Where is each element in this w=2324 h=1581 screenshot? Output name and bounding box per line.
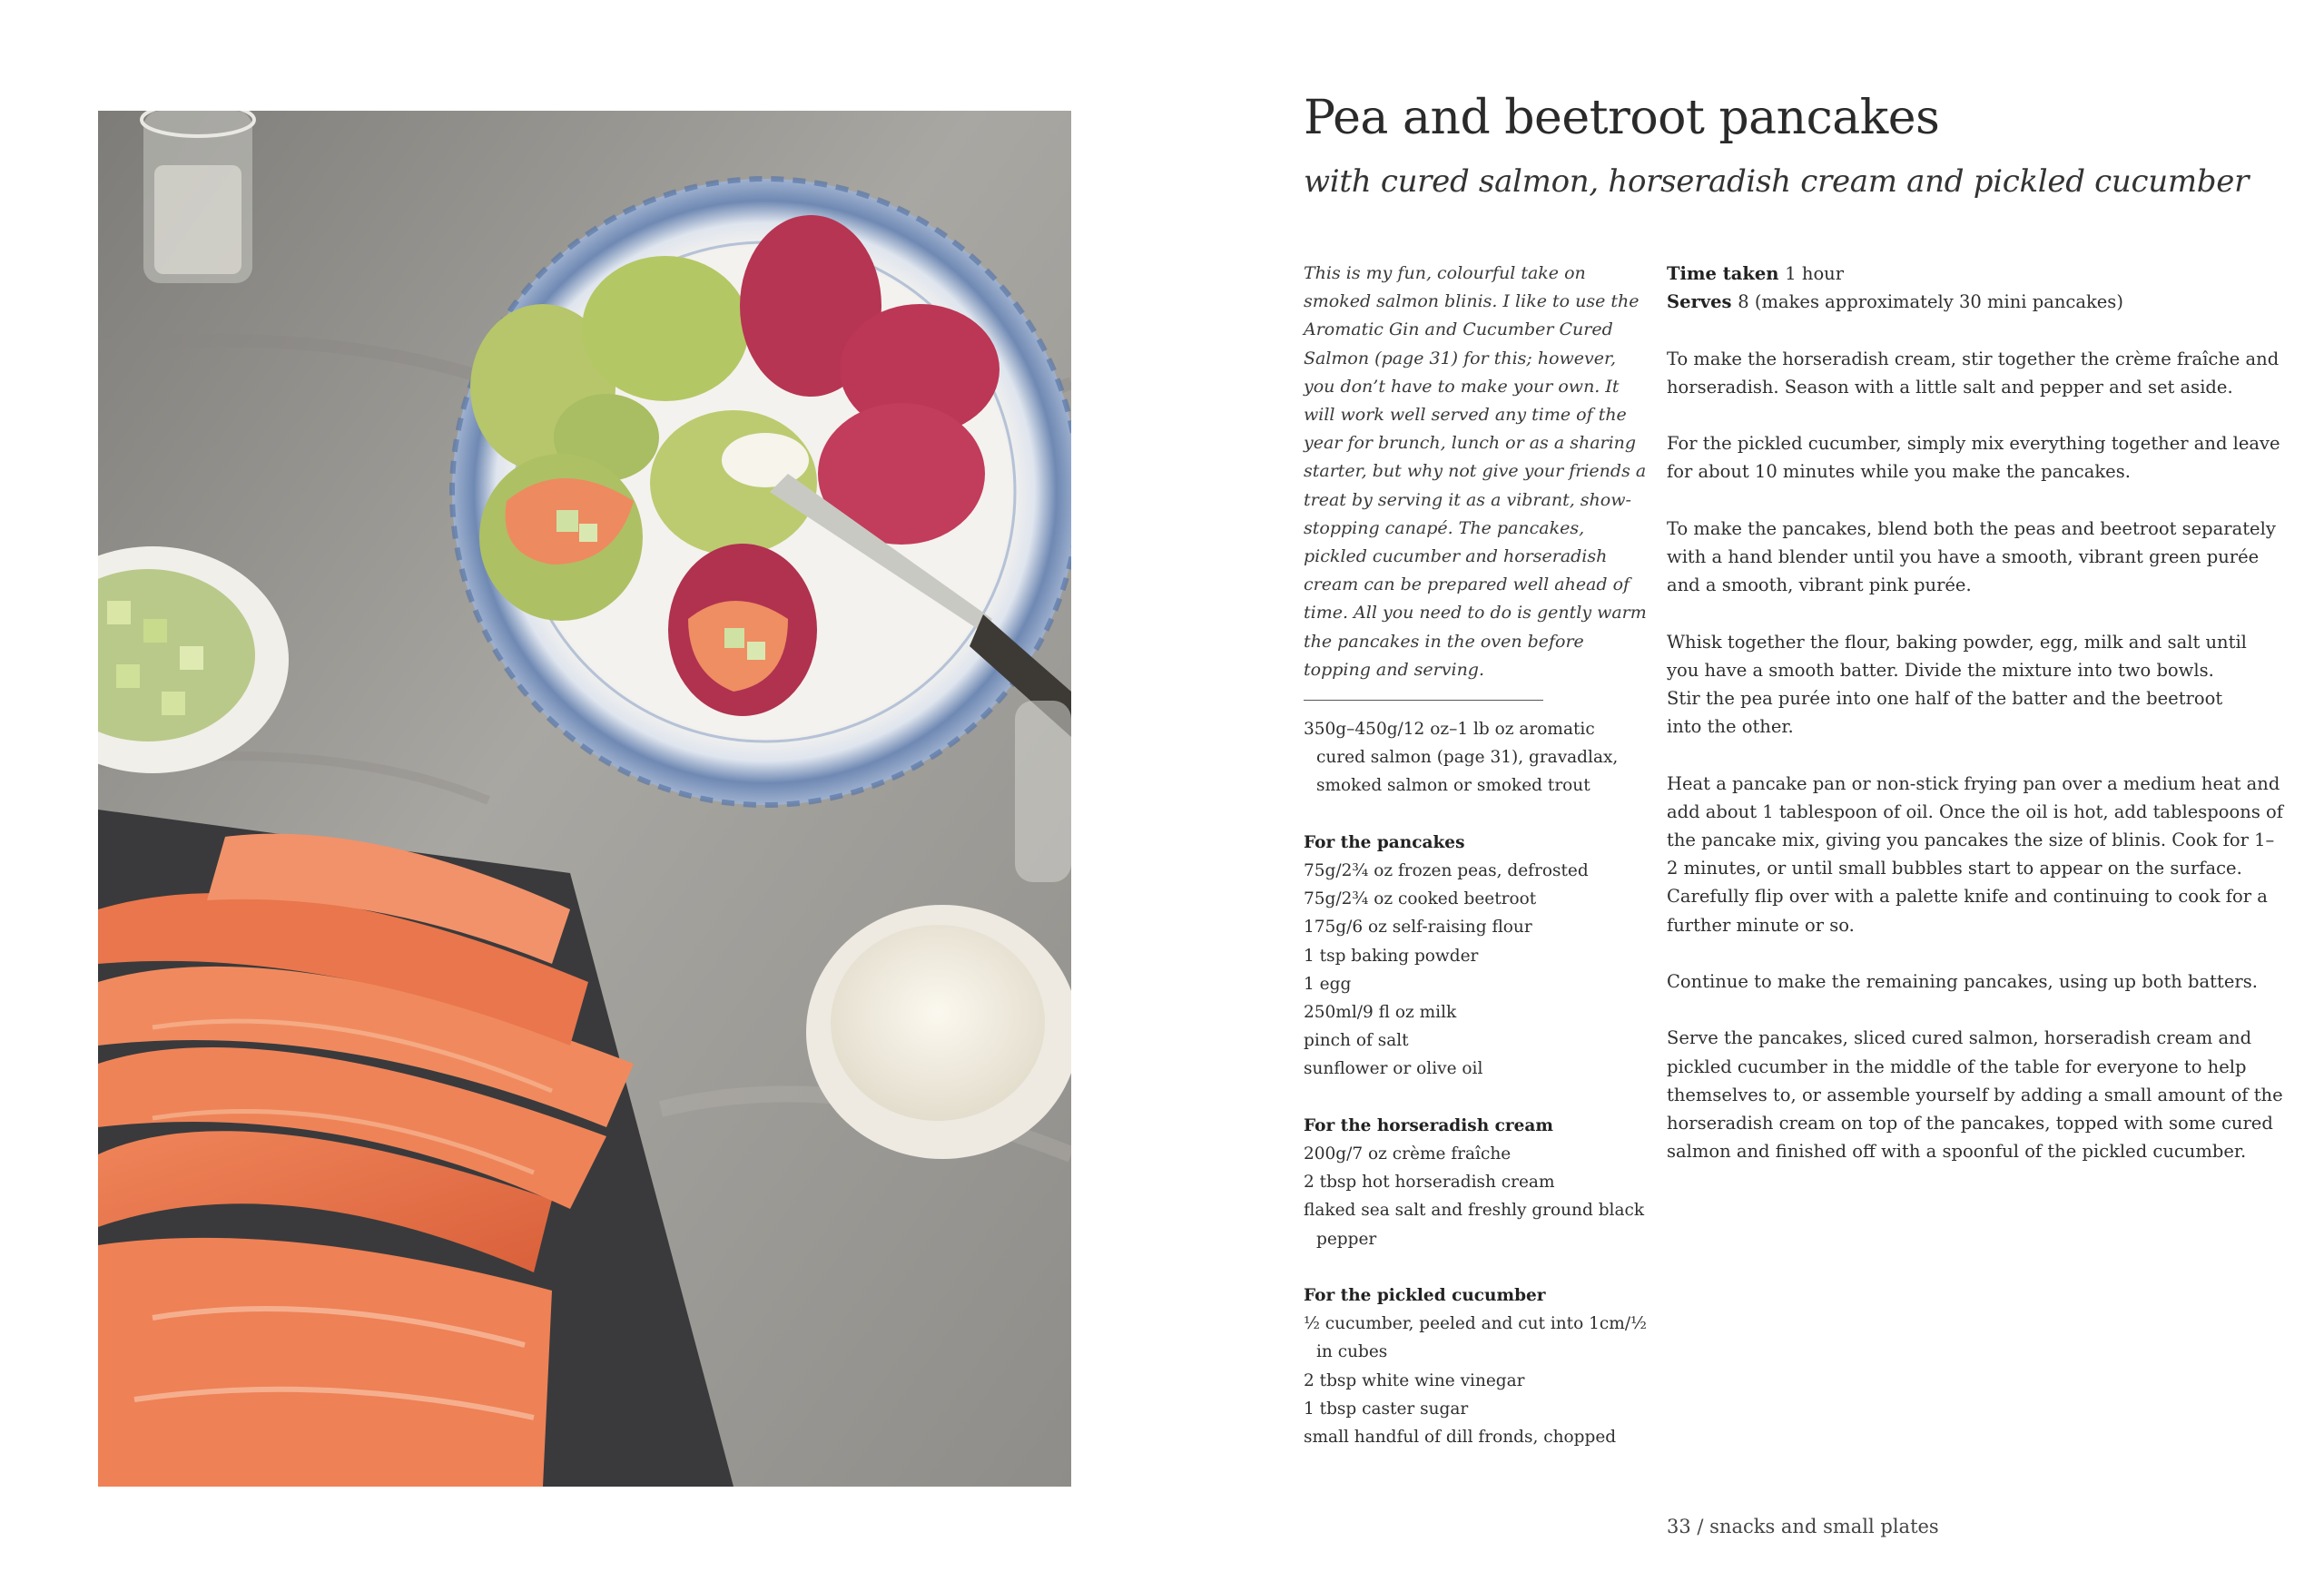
- ingredient-item: pinch of salt: [1304, 1031, 1409, 1051]
- method-step: To make the pancakes, blend both the peas and beetroot separately with a hand blender until you have a smooth, vibrant green purée and a smooth, vibrant pink purée.: [1667, 517, 2276, 596]
- recipe-intro: This is my fun, colourful take on smoked salmon blinis. I like to use the Aromatic Gin and Cucumber Cured Salmon (page 31) for this; however, you don’t have to make your own. It will work well served any time of the year for brunch, lunch or as a sharing starter, but why not give your friends a treat by serving it as a vibrant, show-stopping canapé. The pancakes, pickled cucumber and horseradish cream can be prepared well ahead of time. All you need to do is gently warm the pancakes in the oven before topping and serving.: [1304, 263, 1647, 680]
- horseradish-cream-bowl: [806, 905, 1071, 1159]
- method-step: Whisk together the flour, baking powder, egg, milk and salt until you have a smooth batter. Divide the mixture into two bowls. Stir the pea purée into one half of the batter and the beetroot into the other.: [1667, 631, 2247, 738]
- food-photo-illustration: [98, 111, 1071, 1487]
- ingredient-item: 75g/2¾ oz frozen peas, defrosted: [1304, 861, 1589, 880]
- method-step: Continue to make the remaining pancakes, using up both batters.: [1667, 970, 2258, 992]
- method-step: For the pickled cucumber, simply mix everything together and leave for about 10 minutes while you make the pancakes.: [1667, 433, 2280, 483]
- ingredient-item: 200g/7 oz crème fraîche: [1304, 1144, 1512, 1164]
- recipe-meta: [1667, 260, 2284, 316]
- page-footer: 33 / snacks and small plates: [1667, 1516, 1939, 1537]
- ingredient-item: 250ml/9 fl oz milk: [1304, 1003, 1457, 1023]
- ingredient-item: 2 tbsp white wine vinegar: [1304, 1370, 1525, 1390]
- ingredient-item: sunflower or olive oil: [1304, 1059, 1483, 1079]
- ingredient-item: flaked sea salt and freshly ground black pepper: [1304, 1201, 1645, 1249]
- method-step: Heat a pancake pan or non-stick frying pan over a medium heat and add about 1 tablespoon of oil. Once the oil is hot, add tablespoons of the pancake mix, giving you pancakes the size of blinis. Cook for 1–2 minutes, or until small bubbles start to appear on the surface. Carefully flip over with a palette knife and continuing to cook for a further minute or so.: [1667, 772, 2283, 936]
- ingredient-group-main: [1304, 715, 1649, 800]
- ingredient-item: 175g/6 oz self-raising flour: [1304, 918, 1532, 938]
- ingredient-item: 2 tbsp hot horseradish cream: [1304, 1173, 1555, 1193]
- recipe-photo: [98, 111, 1071, 1487]
- ingredient-item: 1 tbsp caster sugar: [1304, 1399, 1469, 1419]
- ingredient-item: 75g/2¾ oz cooked beetroot: [1304, 889, 1537, 909]
- serves-label: Serves: [1667, 291, 1732, 313]
- ingredient-item: ½ cucumber, peeled and cut into 1cm/½ in cubes: [1304, 1314, 1647, 1362]
- ingredient-item: 1 tsp baking powder: [1304, 946, 1479, 966]
- water-glass: [142, 111, 254, 283]
- ingredient-heading-cucumber: For the pickled cucumber: [1304, 1286, 1546, 1306]
- serves-value: 8 (makes approximately 30 mini pancakes): [1738, 291, 2123, 313]
- ingredient-salmon: 350g–450g/12 oz–1 lb oz aromatic cured salmon (page 31), gravadlax, smoked salmon or smoked trout: [1304, 720, 1619, 796]
- serves: [1667, 288, 2284, 316]
- time-taken-value: 1 hour: [1785, 263, 1845, 284]
- ingredient-heading-pancakes: For the pancakes: [1304, 832, 1465, 852]
- divider-rule: [1304, 700, 1543, 701]
- method-step: Serve the pancakes, sliced cured salmon, horseradish cream and pickled cucumber in the middle of the table for everyone to help themselves to, or assemble yourself by adding a small amount of the horseradish cream on top of the pancakes, topped with some cured salmon and finished off with a spoonful of the pickled cucumber.: [1667, 1027, 2283, 1163]
- ingredients-list: [1304, 715, 1649, 1451]
- recipe-title: Pea and beetroot pancakes: [1304, 91, 1940, 145]
- method-step: To make the horseradish cream, stir together the crème fraîche and horseradish. Season with a little salt and pepper and set aside.: [1667, 348, 2280, 398]
- wine-glass: [1015, 701, 1071, 882]
- time-taken-label: Time taken: [1667, 263, 1779, 284]
- ingredient-group-cucumber: [1304, 1281, 1649, 1451]
- ingredient-group-horseradish: [1304, 1112, 1649, 1253]
- ingredient-heading-horseradish: For the horseradish cream: [1304, 1115, 1553, 1135]
- recipe-subtitle: with cured salmon, horseradish cream and pickled cucumber: [1304, 163, 2250, 200]
- method-column: [1667, 260, 2284, 1194]
- time-taken: [1667, 260, 2284, 288]
- ingredient-item: 1 egg: [1304, 974, 1352, 994]
- ingredient-group-pancakes: [1304, 829, 1649, 1084]
- ingredient-item: small handful of dill fronds, chopped: [1304, 1428, 1617, 1448]
